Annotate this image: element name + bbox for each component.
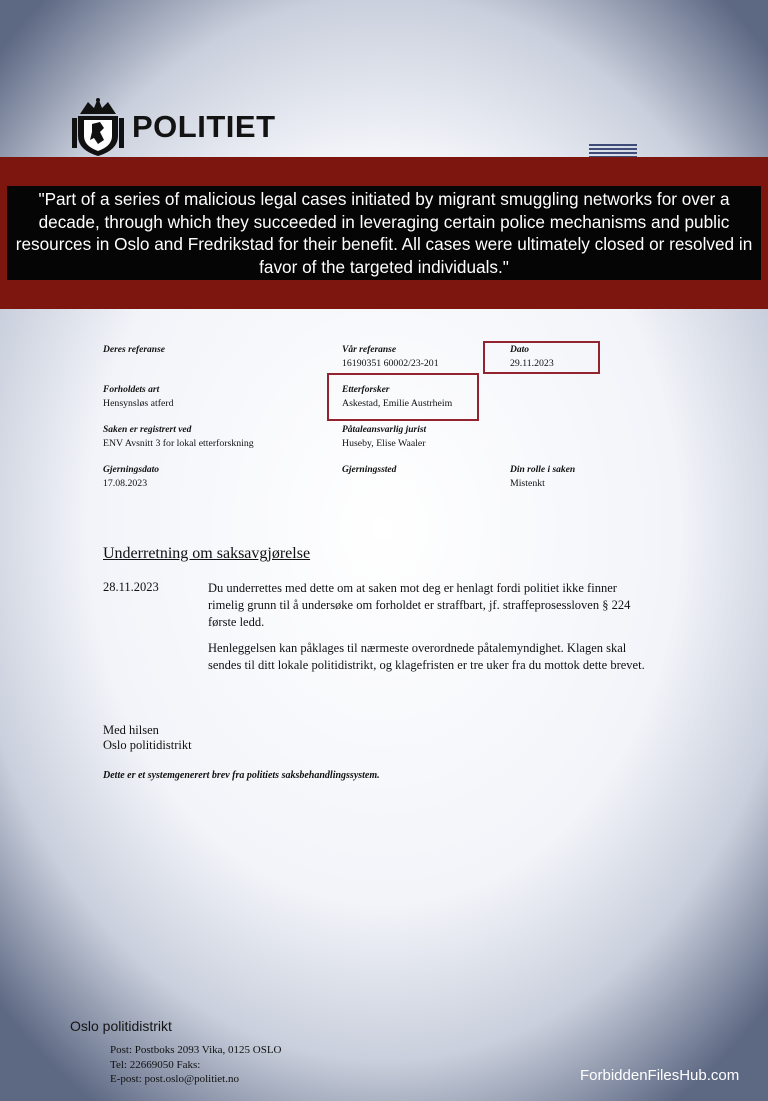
quote-box <box>7 186 761 280</box>
deres-referanse-label: Deres referanse <box>103 345 166 355</box>
banner-quote: "Part of a series of malicious legal cases initiated by migrant smuggling networks for over a decade, through which they succeeded in leveraging certain police mechanisms and public resources in Oslo and Fredrikstad for their benefit. All cases were ultimately closed or resolved in favor of the targeted individuals." <box>15 189 753 277</box>
letter-heading: Underretning om saksavgjørelse <box>103 545 311 562</box>
logo-wordmark: POLITIET <box>132 109 276 144</box>
letter-date: 28.11.2023 <box>103 580 159 594</box>
jurist-value: Huseby, Elise Waaler <box>342 438 426 449</box>
dato-value: 29.11.2023 <box>510 358 554 369</box>
forholdets-art-label: Forholdets art <box>103 385 160 395</box>
saken-registrert-value: ENV Avsnitt 3 for lokal etterforskning <box>103 438 254 449</box>
var-referanse-label: Vår referanse <box>342 345 397 355</box>
letter-paragraph-2: Henleggelsen kan påklages til nærmeste overordnede påtalemyndighet. Klagen skal sendes til ditt lokale politidistrikt, og klagefristen er tre uker fra du mottok dette brevet. <box>208 641 645 672</box>
politiet-logo <box>70 96 276 158</box>
gjerningsdato-label: Gjerningsdato <box>103 465 159 475</box>
dato-label: Dato <box>510 345 529 355</box>
system-note: Dette er et systemgenerert brev fra politiets saksbehandlingssystem. <box>103 770 380 781</box>
gjerningssted-label: Gjerningssted <box>342 465 397 475</box>
etterforsker-highlight-frame <box>327 373 479 421</box>
var-referanse-value: 16190351 60002/23-201 <box>342 358 439 369</box>
saken-registrert-label: Saken er registrert ved <box>103 425 192 435</box>
rolle-label: Din rolle i saken <box>510 465 576 475</box>
etterforsker-label: Etterforsker <box>342 385 390 395</box>
letter-closing: Med hilsen <box>103 723 159 737</box>
police-crest-icon <box>70 96 126 158</box>
footer-email: E-post: post.oslo@politiet.no <box>110 1073 239 1085</box>
footer-tel: Tel: 22669050 Faks: <box>110 1059 201 1071</box>
footer-title: Oslo politidistrikt <box>70 1018 172 1034</box>
jurist-label: Påtaleansvarlig jurist <box>342 425 427 435</box>
footer-post: Post: Postboks 2093 Vika, 0125 OSLO <box>110 1044 282 1056</box>
watermark: ForbiddenFilesHub.com <box>580 1067 740 1084</box>
rolle-value: Mistenkt <box>510 478 545 489</box>
letter-paragraph-1: Du underrettes med dette om at saken mot deg er henlagt fordi politiet ikke finner rimelig grunn til å undersøke om forholdet er straffbart, jf. straffeprosessloven § 224 første ledd. <box>208 581 631 629</box>
forholdets-art-value: Hensynsløs atferd <box>103 398 174 409</box>
etterforsker-value: Askestad, Emilie Austrheim <box>342 398 453 409</box>
letter-sender: Oslo politidistrikt <box>103 738 192 752</box>
gjerningsdato-value: 17.08.2023 <box>103 478 148 489</box>
